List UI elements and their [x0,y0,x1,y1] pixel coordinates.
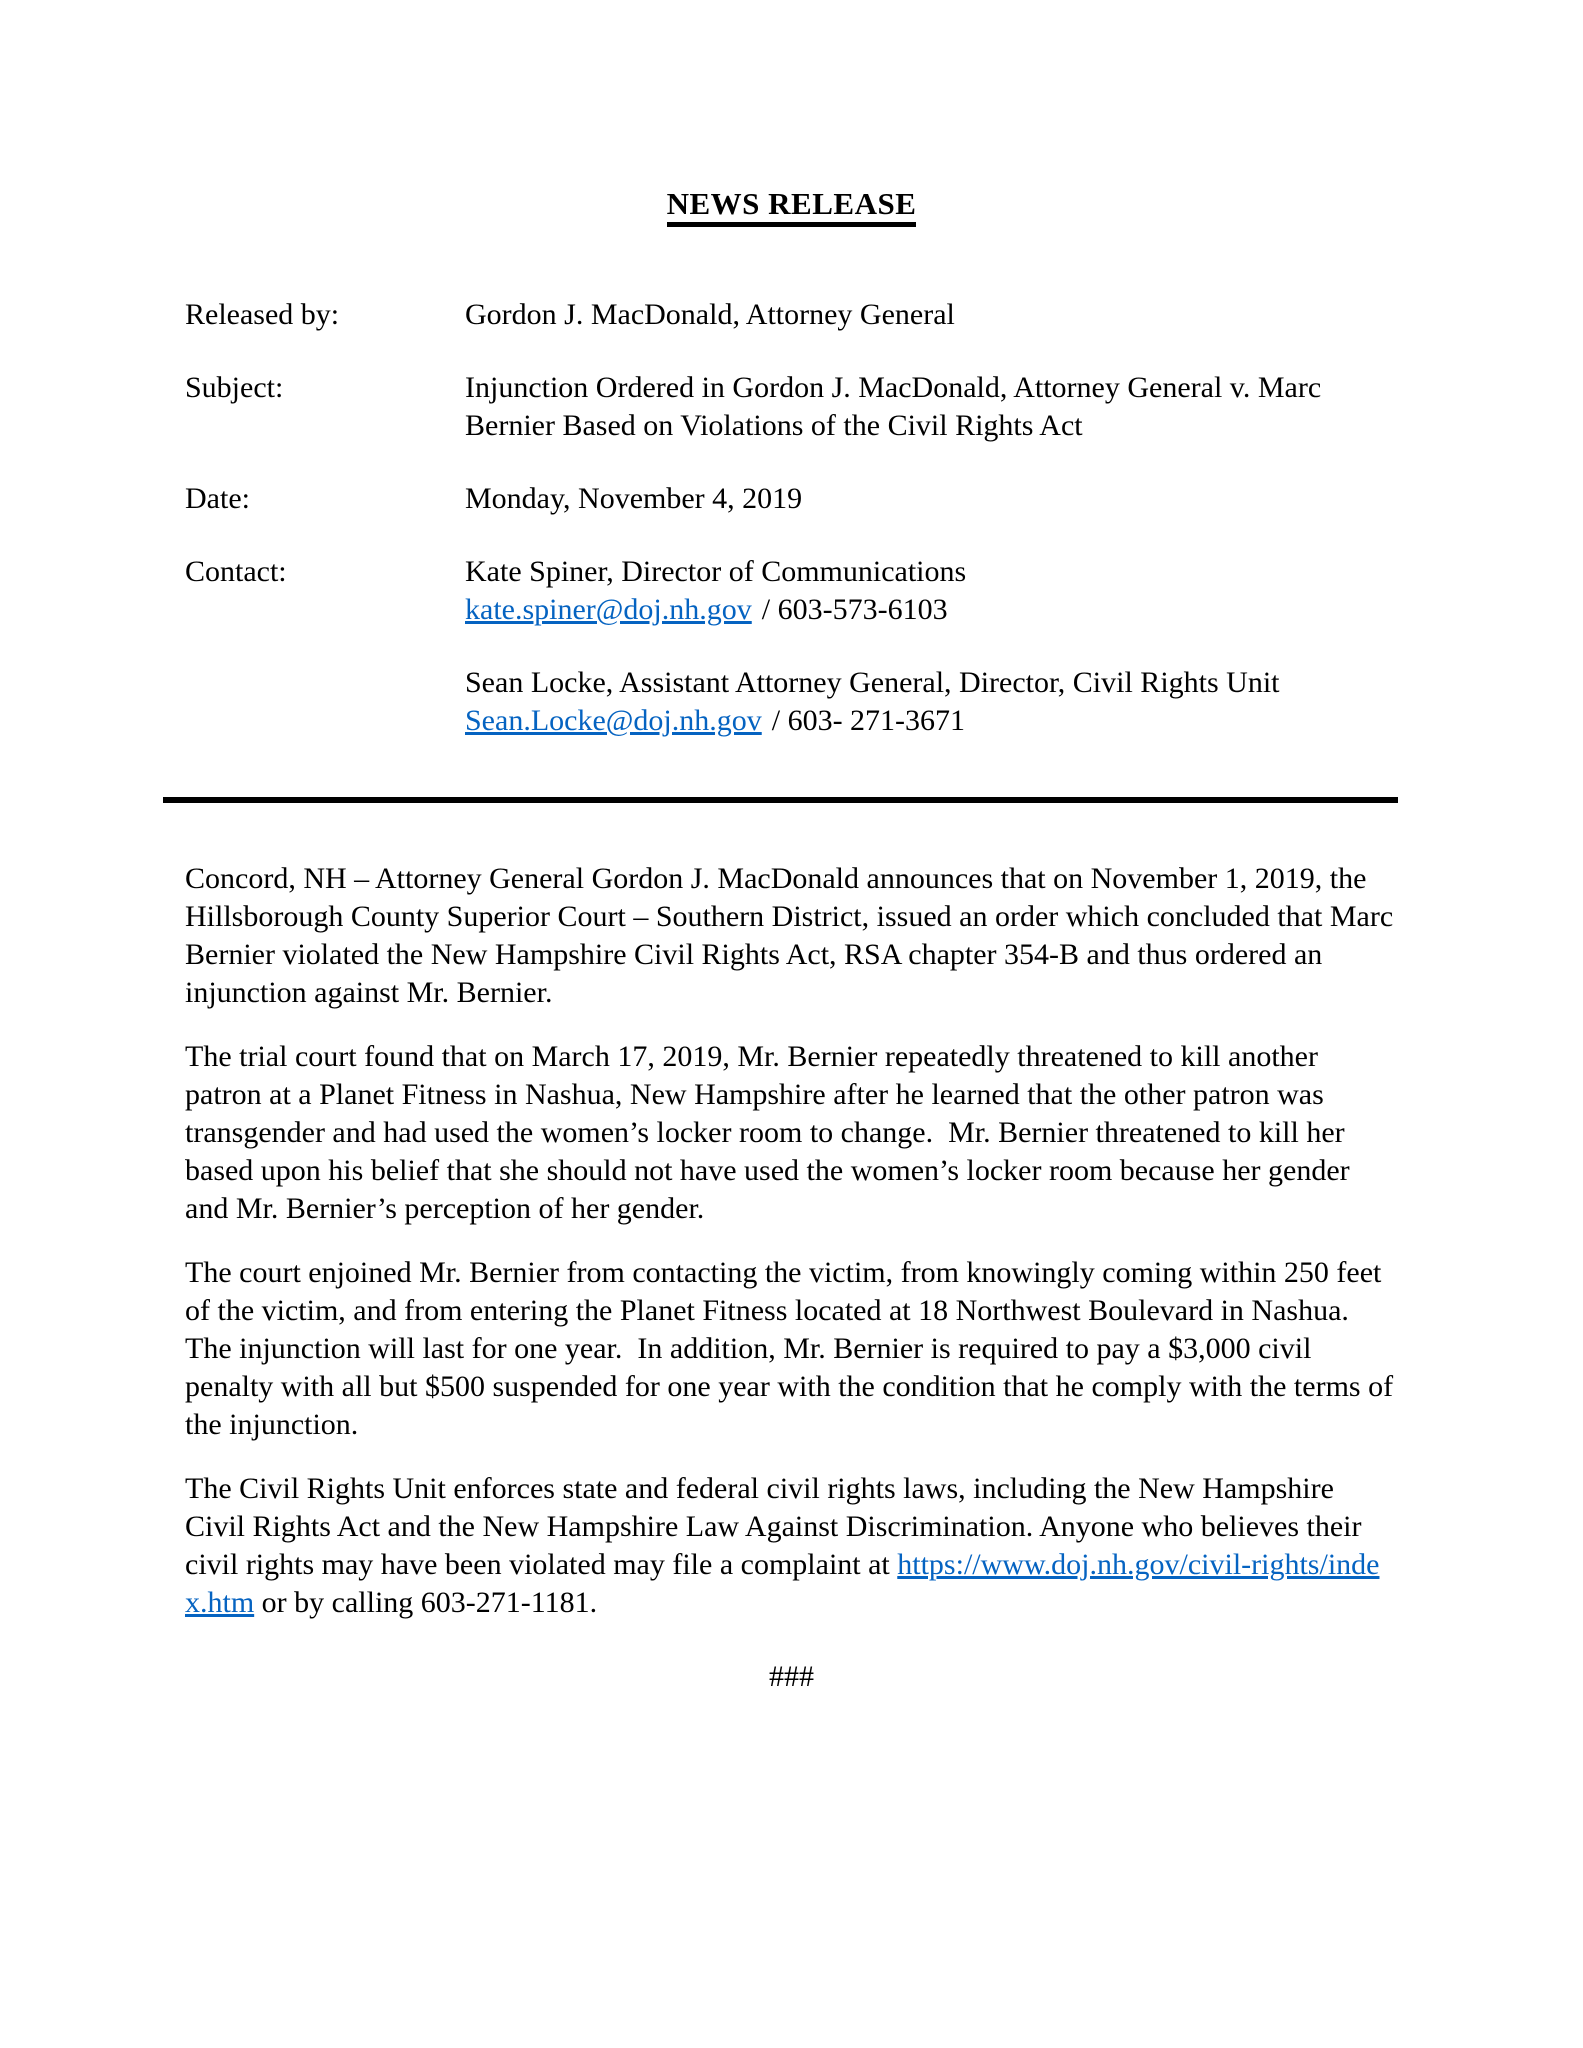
date-value: Monday, November 4, 2019 [465,482,803,515]
meta-row-released-by [185,296,1398,334]
paragraph-1: Concord, NH – Attorney General Gordon J. MacDonald announces that on November 1, 2019, the Hillsborough County Superior Court – Southern District, issued an order which concluded that Marc Bernier violated the New Hampshire Civil Rights Act, RSA chapter 354-B and thus ordered an injunction against Mr. Bernier. [185,862,1401,1009]
contact-1-line [465,591,1398,629]
end-mark: ### [769,1660,814,1693]
page-title [185,184,1398,224]
page-title-text: NEWS RELEASE [667,186,917,227]
contact-2-name: Sean Locke, Assistant Attorney General, Director, Civil Rights Unit [465,666,1280,699]
release-body [185,860,1401,1696]
metadata-block [185,296,1398,740]
horizontal-rule [163,797,1398,803]
contact-2-email-link[interactable]: Sean.Locke@doj.nh.gov [465,704,762,737]
paragraph-4-text-after: or by calling 603-271-1181. [254,1586,598,1619]
contact-1-name: Kate Spiner, Director of Communications [465,555,967,588]
paragraph-4 [185,1470,1398,1622]
released-by-value: Gordon J. MacDonald, Attorney General [465,298,955,331]
contact-label: Contact: [185,555,287,588]
contact-1-email-link[interactable]: kate.spiner@doj.nh.gov [465,593,752,626]
paragraph-3: The court enjoined Mr. Bernier from contacting the victim, from knowingly coming within 250 feet of the victim, and from entering the Planet Fitness located at 18 Northwest Boulevard in Nashua. The injunction will last for one year. In addition, Mr. Bernier is required to pay a $3,000 civil penalty with all but $500 suspended for one year with the condition that he comply with the terms of the injunction. [185,1256,1401,1441]
meta-row-contact-2 [185,664,1398,740]
contact-2-phone: / 603- 271-3671 [771,704,966,737]
date-label: Date: [185,482,250,515]
meta-row-contact-1 [185,553,1398,629]
paragraph-2: The trial court found that on March 17, 2019, Mr. Bernier repeatedly threatened to kill another patron at a Planet Fitness in Nashua, New Hampshire after he learned that the other patron was transgender and had used the women’s locker room to change. Mr. Bernier threatened to kill her based upon his belief that she should not have used the women’s locker room because her gender and Mr. Bernier’s perception of her gender. [185,1040,1358,1225]
contact-1-phone: / 603-573-6103 [761,593,948,626]
subject-value: Injunction Ordered in Gordon J. MacDonald, Attorney General v. Marc Bernier Based on Violations of the Civil Rights Act [465,371,1322,442]
contact-1-block [465,553,1398,629]
subject-label: Subject: [185,371,284,404]
contact-2-block [465,664,1398,740]
meta-row-subject [185,369,1398,445]
released-by-label: Released by: [185,298,340,331]
complaint-url-link[interactable]: https://www.doj.nh.gov/civil-rights/index.htm [185,1548,1380,1619]
contact-2-label-spacer [185,664,465,740]
paragraph-4-text-before: The Civil Rights Unit enforces state and federal civil rights laws, including the New Hampshire Civil Rights Act and the New Hampshire Law Against Discrimination. Anyone who believes their civil rights may have been violated may file a complaint at [185,1472,1369,1581]
meta-row-date [185,480,1398,518]
contact-2-line [465,702,1398,740]
